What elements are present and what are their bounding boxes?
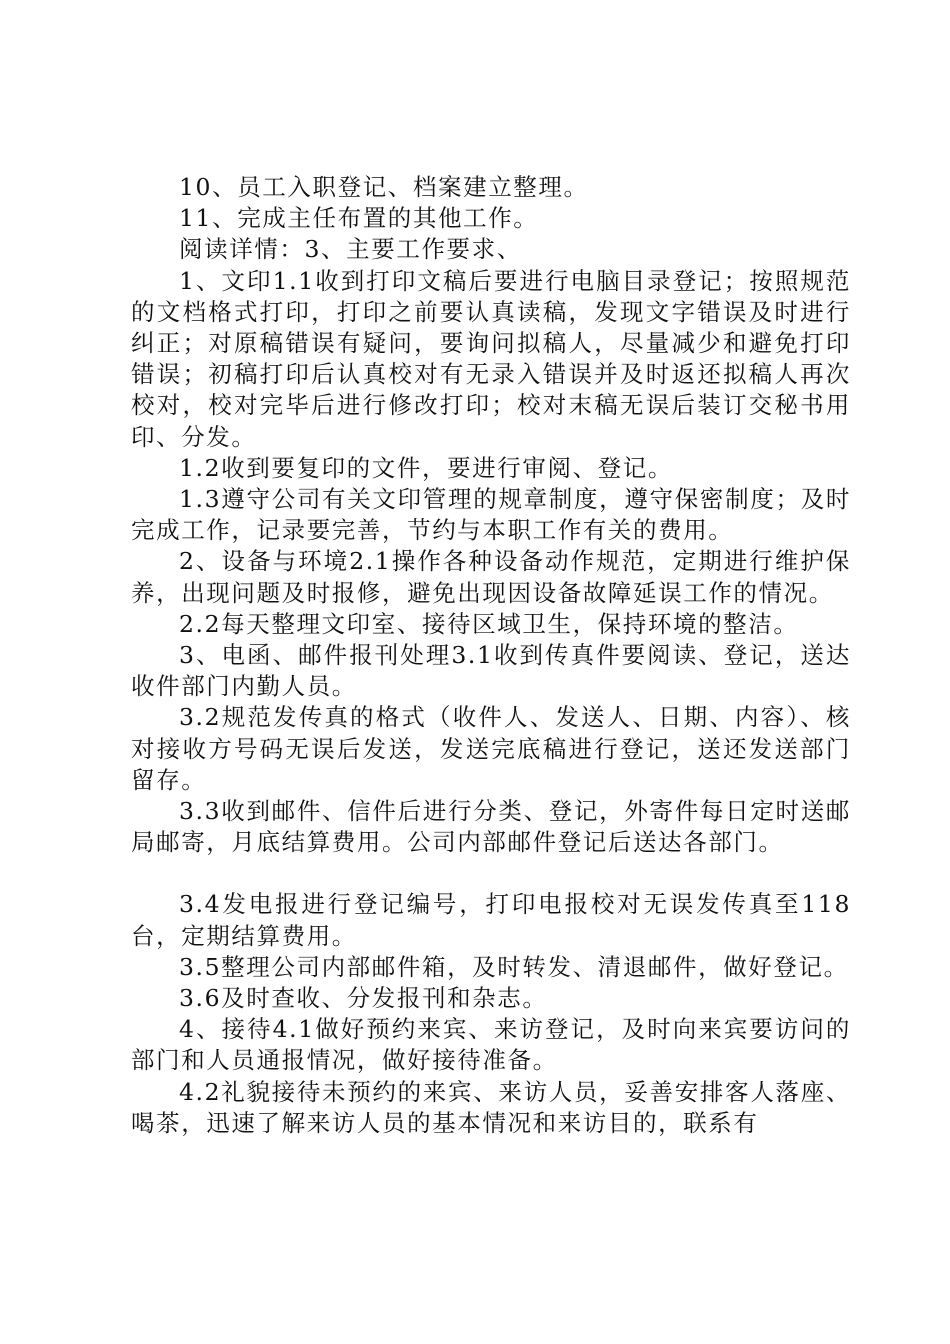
- paragraph-mail-3-4: 3.4发电报进行登记编号，打印电报校对无误发传真至118台，定期结算费用。: [131, 890, 851, 950]
- paragraph-reading-details: 阅读详情：3、主要工作要求、: [179, 235, 522, 264]
- paragraph-printing-1-1: 1、文印1.1收到打印文稿后要进行电脑目录登记；按照规范的文档格式打印，打印之前要认真读稿，发现文字错误及时进行纠正；对原稿错误有疑问，要询问拟稿人，尽量减少和避免打印错误；初稿打印后认真校对有无录入错误并及时返还拟稿人再次校对，校对完毕后进行修改打印；校对末稿无误后装订交秘书用印、分发。: [131, 266, 851, 451]
- paragraph-reception-4-1: 4、接待4.1做好预约来宾、来访登记，及时向来宾要访问的部门和人员通报情况，做好接待准备。: [131, 1015, 851, 1075]
- paragraph-equipment-2-2: 2.2每天整理文印室、接待区域卫生，保持环境的整洁。: [179, 609, 799, 638]
- paragraph-printing-1-3: 1.3遵守公司有关文印管理的规章制度，遵守保密制度；及时完成工作，记录要完善，节约与本职工作有关的费用。: [131, 485, 851, 545]
- document-body: [131, 172, 851, 1139]
- paragraph-item-11: 11、完成主任布置的其他工作。: [179, 204, 539, 233]
- paragraph-mail-3-2: 3.2规范发传真的格式（收件人、发送人、日期、内容）、核对接收方号码无误后发送，发送完底稿进行登记，送还发送部门留存。: [131, 703, 851, 794]
- paragraph-mail-3-3: 3.3收到邮件、信件后进行分类、登记，外寄件每日定时送邮局邮寄，月底结算费用。公司内部邮件登记后送达各部门。: [131, 797, 851, 857]
- paragraph-mail-3-5: 3.5整理公司内部邮件箱，及时转发、清退邮件，做好登记。: [179, 952, 849, 981]
- paragraph-equipment-2-1: 2、设备与环境2.1操作各种设备动作规范，定期进行维护保养，出现问题及时报修，避免出现因设备故障延误工作的情况。: [131, 547, 851, 607]
- paragraph-reception-4-2: 4.2礼貌接待未预约的来宾、来访人员，妥善安排客人落座、喝茶，迅速了解来访人员的基本情况和来访目的，联系有: [131, 1077, 851, 1137]
- paragraph-printing-1-2: 1.2收到要复印的文件，要进行审阅、登记。: [179, 453, 673, 482]
- paragraph-mail-3-6: 3.6及时查收、分发报刊和杂志。: [179, 984, 548, 1013]
- paragraph-item-10: 10、员工入职登记、档案建立整理。: [179, 173, 589, 201]
- paragraph-mail-3-1: 3、电函、邮件报刊处理3.1收到传真件要阅读、登记，送达收件部门内勤人员。: [131, 641, 851, 701]
